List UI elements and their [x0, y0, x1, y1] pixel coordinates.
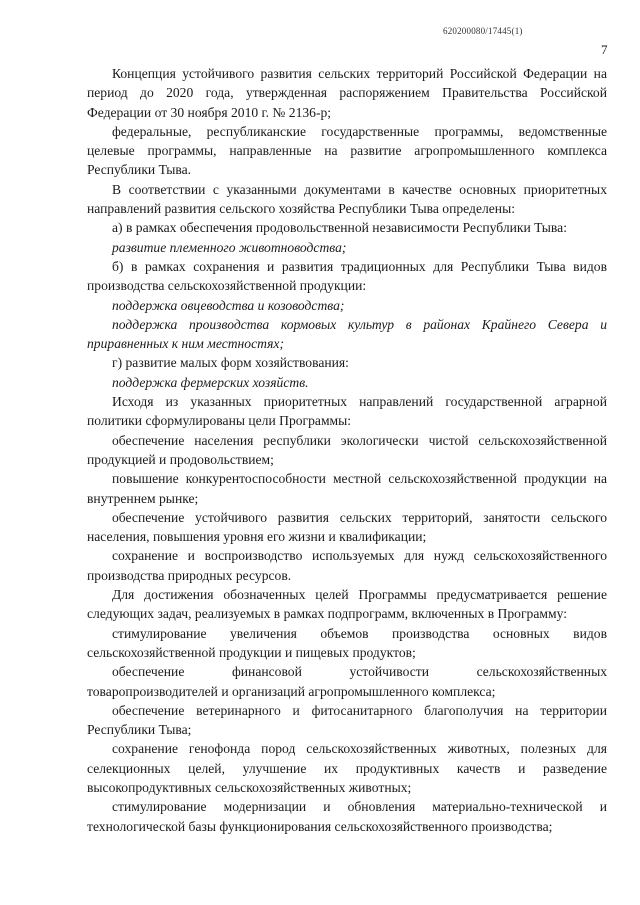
paragraph: В соответствии с указанными документами в качестве основных приоритетных направлений развития сельского хозяйства Республики Тыва определены:	[87, 181, 607, 217]
paragraph: стимулирование модернизации и обновления материально-технической и технологической базы функционирования сельскохозяйственного производства;	[87, 799, 607, 834]
paragraph: Исходя из указанных приоритетных направлений государственной аграрной политики сформулированы цели Программы:	[87, 394, 607, 429]
paragraph: обеспечение финансовой устойчивости сельскохозяйственных товаропроизводителей и организаций агропромышленного комплекса;	[87, 664, 607, 699]
paragraph: обеспечение устойчивого развития сельских территорий, занятости сельского населения, повышения уровня его жизни и квалификации;	[87, 509, 607, 545]
italic-paragraph: поддержка производства кормовых культур в районах Крайнего Севера и приравненных к ним местностях;	[87, 316, 607, 352]
paragraph: стимулирование увеличения объемов производства основных видов сельскохозяйственной продукции и пищевых продуктов;	[87, 625, 607, 660]
paragraph: обеспечение ветеринарного и фитосанитарного благополучия на территории Республики Тыва;	[87, 702, 607, 738]
paragraph: сохранение генофонда пород сельскохозяйственных животных, полезных для селекционных целей, улучшение их продуктивных качеств и разведение высокопродуктивных сельскохозяйственных животных;	[87, 741, 607, 795]
italic-paragraph: поддержка овцеводства и козоводства;	[112, 297, 345, 313]
page-number: 7	[601, 42, 608, 57]
italic-paragraph: развитие племенного животноводства;	[112, 239, 347, 255]
paragraph: г) развитие малых форм хозяйствования:	[112, 355, 349, 371]
italic-paragraph: поддержка фермерских хозяйств.	[112, 374, 309, 390]
paragraph: сохранение и воспроизводство используемых для нужд сельскохозяйственного производства природных ресурсов.	[87, 548, 607, 583]
paragraph: а) в рамках обеспечения продовольственной независимости Республики Тыва:	[112, 220, 567, 236]
paragraph: б) в рамках сохранения и развития традиционных для Республики Тыва видов производства сельскохозяйственной продукции:	[87, 258, 607, 294]
document-body	[87, 64, 607, 836]
paragraph: обеспечение населения республики экологически чистой сельскохозяйственной продукцией и продовольствием;	[87, 432, 607, 467]
paragraph: Концепция устойчивого развития сельских территорий Российской Федерации на период до 2020 года, утвержденная распоряжением Правительства Российской Федерации от 30 ноября 2010 г. № 2136-р;	[87, 66, 607, 120]
paragraph: повышение конкурентоспособности местной сельскохозяйственной продукции на внутреннем рынке;	[87, 471, 607, 506]
document-id: 620200080/17445(1)	[443, 26, 523, 36]
paragraph: Для достижения обозначенных целей Программы предусматривается решение следующих задач, реализуемых в рамках подпрограмм, включенных в Программу:	[87, 587, 607, 622]
paragraph: федеральные, республиканские государственные программы, ведомственные целевые программы, направленные на развитие агропромышленного комплекса Республики Тыва.	[87, 123, 607, 178]
